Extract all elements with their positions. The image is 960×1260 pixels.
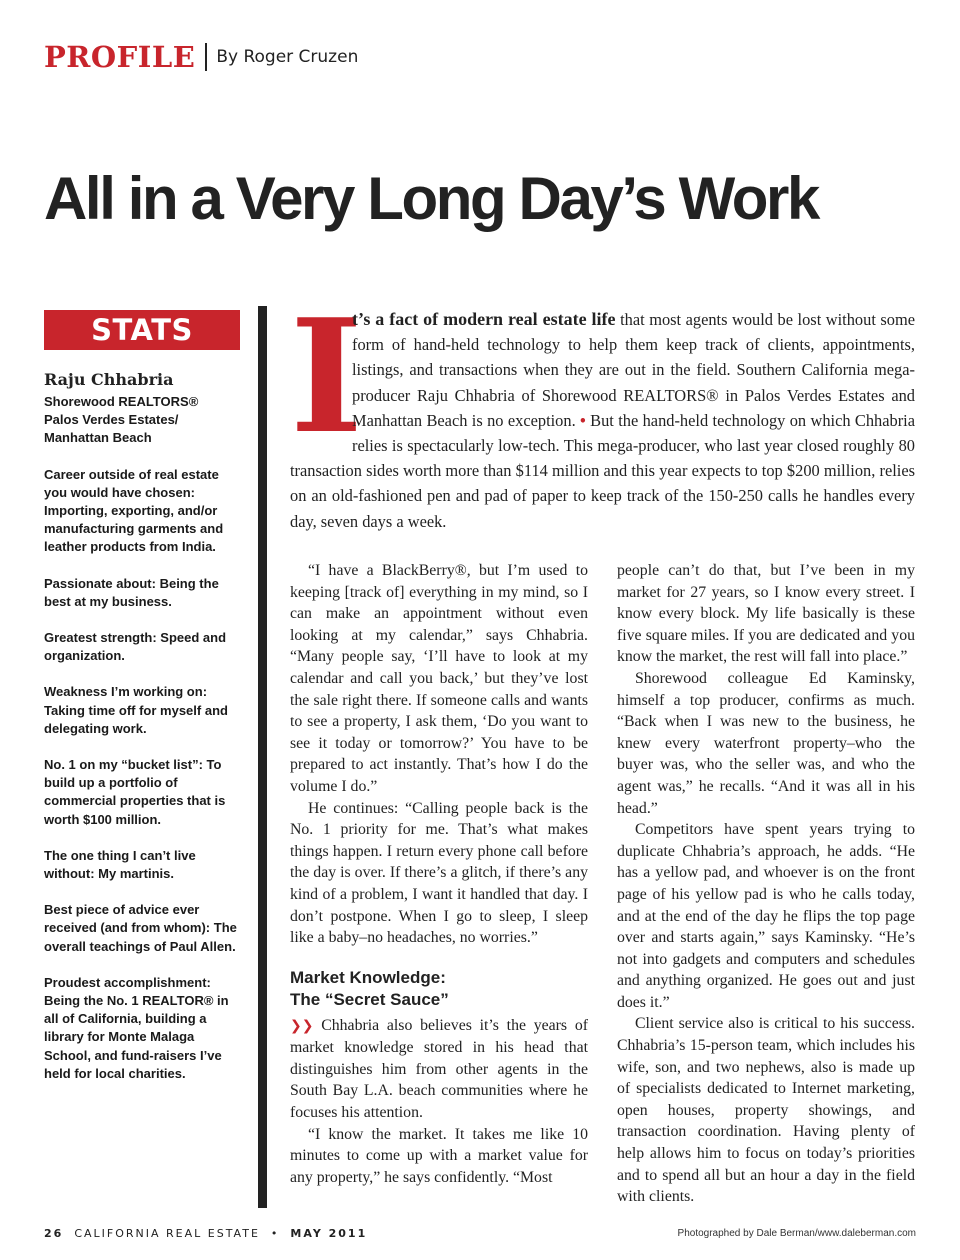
drop-cap: I (290, 285, 363, 468)
page-footer (44, 1227, 367, 1240)
stats-banner: STATS (44, 310, 240, 350)
footer-bullet: • (270, 1227, 280, 1240)
stat-bucket-list: No. 1 on my “bucket list”: To build up a portfolio of commercial properties that is worth $100 million. (44, 757, 226, 827)
sidebar-divider-rule (258, 306, 267, 1208)
body-paragraph: “I have a BlackBerry®, but I’m used to keeping [track of] everything in my mind, so I can make an appointment without even looking at my calendar,” says Chhabria. “Many people say, ‘I’ll have to look at my calendar and call you back,’ but they’ve lost the sale right there. If someone calls and wants to see a property, I ask them, ‘Do you want to see it today or tomorrow?’ You have to be prepared to act instantly. That’s how I do the volume I do.” (290, 562, 588, 795)
lead-paragraph (290, 285, 916, 534)
body-paragraph (290, 1015, 588, 1124)
stats-location-line-2: Manhattan Beach (44, 430, 152, 446)
section-header (44, 40, 358, 74)
body-paragraph: Shorewood colleague Ed Kaminsky, himself a top producer, confirms as much. “Back when I was new to the business, he knew every waterfront property–who the buyer was, who the seller was, and who the agent was,” he recalls. “And it was all in his head.” (617, 669, 915, 817)
bullet-separator: • (580, 410, 586, 430)
lead-text-part-1: that most agents would be lost without some form of hand-held technology to help them keep track of clients, appointments, listings, and transactions when they are out in the field. Southern California mega-producer Raju Chhabria of Shorewood REALTORS® in Palos Verdes Estates and Manhattan Beach is no exception. (352, 310, 916, 430)
page-number: 26 (44, 1227, 64, 1240)
stats-name: Raju Chhabria (44, 370, 174, 389)
stats-location-line-1: Palos Verdes Estates/ (44, 412, 179, 428)
double-chevron-icon: ❯❯ (290, 1017, 314, 1034)
body-column-1 (290, 560, 588, 1188)
stat-cant-live-without: The one thing I can’t live without: My martinis. (44, 847, 196, 882)
subhead-line-2: The “Secret Sauce” (290, 989, 449, 1009)
body-column-2 (617, 560, 915, 1208)
article-headline: All in a Very Long Day’s Work (44, 165, 818, 232)
publication-name: CALIFORNIA REAL ESTATE (74, 1227, 260, 1240)
header-divider (205, 43, 207, 71)
stat-best-advice: Best piece of advice ever received (and from whom): The overall teachings of Paul Allen. (44, 902, 237, 954)
stat-career-alternative: Career outside of real estate you would have chosen: Importing, exporting, and/or manufacturing garments and leather products from India. (44, 466, 224, 555)
stat-proudest-accomplishment: Proudest accomplishment: Being the No. 1 REALTOR® in all of California, building a library for Monte Malaga School, and fund-raisers I’ve held for local charities. (44, 974, 229, 1081)
stats-company: Shorewood REALTORS® (44, 394, 199, 409)
stat-weakness: Weakness I’m working on: Taking time off for myself and delegating work. (44, 684, 228, 736)
subhead-line-1: Market Knowledge: (290, 967, 446, 987)
stat-passion: Passionate about: Being the best at my business. (44, 575, 219, 609)
body-paragraph: “I know the market. It takes me like 10 minutes to come up with a market value for any property,” he says confidently. “Most (290, 1125, 588, 1186)
lead-text-part-2: But the hand-held technology on which Chhabria relies is spectacularly low-tech. This mega-producer, who last year closed roughly 80 transaction sides worth more than $114 million and this year expects to top $200 million, relies on an old-fashioned pen and pad of paper to keep track of the 150-250 calls he handles every day, seven days a week. (290, 410, 915, 531)
photo-credit: Photographed by Dale Berman/www.daleberman.com (677, 1228, 916, 1239)
body-paragraph: He continues: “Calling people back is the No. 1 priority for me. That’s what makes things happen. I return every phone call before the day is over. If there’s a glitch, if there’s any kind of a problem, I want it handled that day. I don’t postpone. When I go to sleep, I sleep like a baby–no headaches, no worries.” (290, 799, 588, 947)
stats-sidebar (44, 310, 240, 1083)
byline: By Roger Cruzen (216, 47, 359, 67)
body-paragraph: Competitors have spent years trying to duplicate Chhabria’s approach, he adds. “He has a yellow pad, and whoever is on the front page of his yellow pad is who he calls today, and at the end of the day he flips the top page over and starts again,” says Kaminsky. “He’s not into gadgets and computers and schedules and anything organized. He goes out and just does it.” (617, 821, 915, 1011)
lead-text (290, 285, 916, 534)
lead-in: t’s a fact of modern real estate life (352, 309, 616, 329)
issue-date: MAY 2011 (290, 1227, 368, 1240)
body-paragraph: people can’t do that, but I’ve been in my market for 27 years, so I know every street. I know every block. My life basically is these five square miles. If you are dedicated and you know the market, the rest will fall into place.” (617, 562, 915, 666)
body-paragraph-text: Chhabria also believes it’s the years of market knowledge stored in his head that distinguishes him from other agents in the South Bay L.A. beach communities where he focuses his attention. (290, 1016, 588, 1122)
body-paragraph: Client service also is critical to his success. Chhabria’s 15-person team, which includes his wife, son, and two nephews, also is made up of specialists dedicated to Internet marketing, open houses, property showings, and transaction coordination. Having plenty of help allows him to focus on today’s priorities and to spend all but an hour a day in the field with clients. (617, 1015, 915, 1206)
subhead (290, 967, 588, 1011)
section-label: PROFILE (44, 40, 196, 74)
stat-strength: Greatest strength: Speed and organization. (44, 630, 227, 664)
